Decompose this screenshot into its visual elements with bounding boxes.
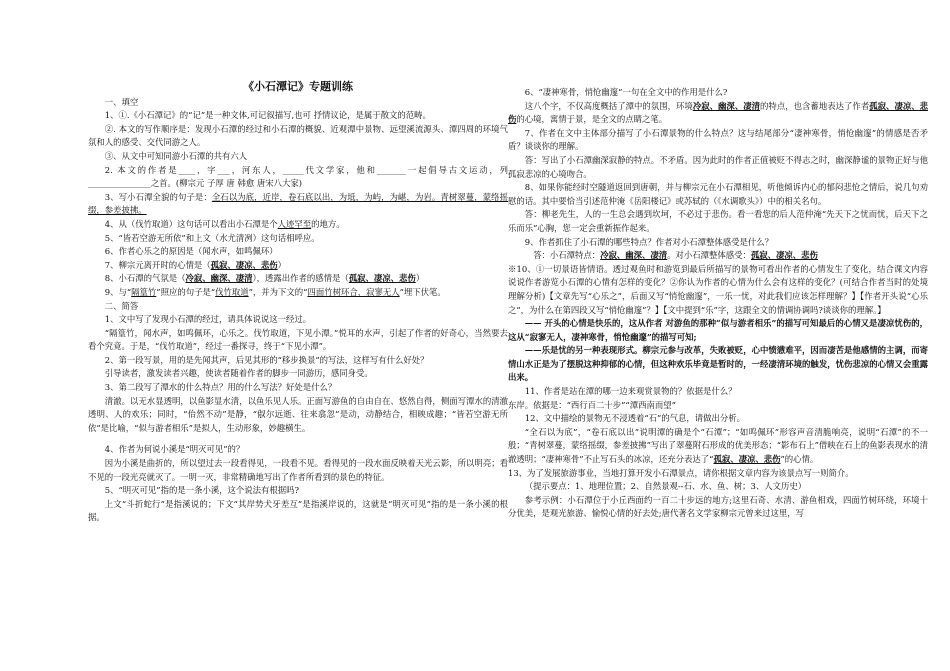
question-3: 3、写小石潭全貌的句子是：全石以为底，近岸，卷石底以出，为坻，为屿，为嵁，为岩。青树翠蔓，蒙络摇缀，参差披拂。 [88, 191, 509, 216]
question-r7: 7、作者在文中主体部分描写了小石潭景物的什么特点？这与结尾部分“凄神寒骨，悄怆幽邃”的情感是否矛盾？谈谈你的理解。 [508, 127, 928, 152]
short-answer-2: 2、第一段写景，用的是先闻其声，后见其形的“移步换景”的写法，这样写有什么好处？ [104, 354, 429, 365]
short-answer-5: 5、“明灭可见”指的是一条小溪，这个说法有根据吗? [104, 485, 300, 496]
short-answer-1-text: “隔篁竹，闻水声，如鸣佩环，心乐之。伐竹取道，下见小潭。”悦耳的水声，引起了作者的好奇心，当然要去看个究竟。于是，“伐竹取道”，经过一番探寻，终于“下见小潭”。 [88, 327, 508, 352]
question-1: 1、①.《小石潭记》的“记”是一种文体,可记叙描写,也可 抒情议论，是属于散文的范畴。 [104, 110, 431, 121]
doc-title: 《小石潭记》专题训练 [243, 80, 353, 93]
short-answer-5-text: 上文“斗折蛇行”是指溪说的；下文“其岸势犬牙差互”是指溪岸说的，这就是“明灭可见”指的是一条小溪的根据。 [88, 498, 508, 523]
question-1c: ③、从文中可知同游小石潭的共有六人 [104, 150, 248, 161]
right-column [508, 86, 928, 521]
answer-r11: 东岸。依据是：“西行百二十步”“潭西南而望” [508, 399, 676, 410]
question-r12: 12、文中描绘的景物无不浸透着“石”的气息，请做出分析。 [524, 413, 746, 424]
short-answer-4-text: 因为小溪是曲折的，所以望过去一段看得见，一段看不见。看得见的一段水面反映着天光云影，所以明亮；看不见的一段光亮就灭了。一明一灭，非常精确地写出了作者所看到的景色的特征。 [88, 458, 508, 482]
short-answer-2-text: 引导读者，激发读者兴趣，使读者随着作者的脚步一同游历，感同身受。 [104, 368, 373, 379]
question-r9: 9、作者抓住了小石潭的哪些特点？作者对小石潭整体感受是什么？ [524, 236, 773, 247]
short-answer-1: 1、文中写了发现小石潭的经过，请具体说说这一经过。 [104, 314, 312, 325]
short-answer-3-text: 清澈。以无水显透明，以鱼影显水清，以鱼乐见人乐。正面写游鱼的自由自在、悠然自得，侧面写潭水的清澈透明、人的欢乐；同时，“佁然不动”是静，“俶尔远逝、往来翕忽”是动，动静结合，相映成趣；“皆若空游无所依”是比喻，“似与游者相乐”是拟人，生动形象，妙趣横生。 [88, 395, 508, 433]
short-answer-3: 3、第二段写了潭水的什么特点？用的什么写法？好处是什么？ [104, 382, 337, 393]
section-fill-blank: 一、填空 [104, 96, 139, 107]
question-r8: 8、如果你能经时空隧道返回到唐朝，并与柳宗元在小石潭相见，听他倾诉内心的郁闷悲怆之情后，说几句劝慰的话。其中要恰当引述范仲淹《岳阳楼记》或苏轼的（《水调歌头》）中的相关名句。 [508, 182, 928, 206]
question-2: 2. 本文的作者是____，字___，河东人，_____代文学家，他和_______一起倡导古文运动，列_______________之首。(柳宗元 子厚 唐 韩愈 唐宋八大家) [88, 164, 508, 189]
left-column [88, 80, 508, 525]
question-r6: 6、“凄神寒骨，悄怆幽邃”一句在全文中的作用是什么? [524, 87, 728, 97]
answer-r13: 参考示例：小石潭位于小丘西面约一百二十步远的地方;这里石奇、水清、游鱼相戏，四面竹树环绕，环境十分优美，是观光旅游、愉悦心情的好去处;唐代著名文学家柳宗元曾来过这里，写 [508, 494, 928, 519]
question-5: 5、“皆若空游无所依”和上文（水尤清冽）这句话相呼应。 [104, 232, 320, 243]
question-r13: 13、为了发展旅游事业，当地打算开发小石潭景点，请你根据文章内容为该景点写一则简介。 [508, 467, 854, 478]
answer-3: 全石以为底，近岸，卷石底以出，为坻，为屿，为嵁，为岩。青树翠蔓，蒙络摇缀，参差披拂。 [88, 191, 509, 216]
question-1b: ②. 本文的写作顺序是：发现小石潭的经过和小石潭的概貌、近观潭中景物、远望溪流源头、潭四周的环境气氛和人的感受、交代同游之人。 [88, 123, 508, 148]
question-7: 7、柳宗元离开时的心情是（孤寂、凄凉、悲伤） [104, 259, 286, 270]
short-answer-4: 4、作者为何说小溪是“明灭可见”的？ [104, 444, 245, 455]
answer-r8: 答：柳老先生，人的一生总会遇到坎坷，不必过于悲伤。看一看您的后人范仲淹“先天下之忧而忧，后天下之乐而乐”心胸，您一定会重新振作起来。 [508, 209, 928, 233]
question-r11: 11、作者是站在潭的哪一边来观赏景物的？依据是什么？ [524, 386, 737, 397]
hint-r13: （提示要点：1、地理位置；2、自然景观--石、水、鱼、树；3、人文历史） [524, 481, 807, 492]
answer-r12: “全石以为底”，“卷石底以出”说明潭的确是个“石潭”；“如鸣佩环”形容声音清脆响亮，说明“石潭”的不一般；“青树翠蔓，蒙络摇缀，参差披拂”写出了翠蔓附石形成的优美形态；“影布石上”借映在石上的鱼影表现水的清澈透明；“凄神寒骨”不止写石头的冰凉，还充分表达了“孤寂、凄凉、悲伤”的心情。 [508, 426, 928, 465]
question-4: 4、从（伐竹取道）这句话可以看出小石潭是个人迹罕至的地方。 [104, 218, 345, 229]
answer-r9: 答：小石潭特点：冷寂、幽深、凄清。对小石潭整体感受：孤寂、凄凉、悲伤 [533, 250, 818, 261]
answer-r6: 这八个字，不仅高度概括了潭中的氛围，环境冷寂、幽深、凄清的特点，也含蓄地表达了作者孤寂、凄凉、悲伤的心境，寓情于景，是全文的点睛之笔。 [508, 100, 929, 125]
question-r10: ※10、①一切景语皆情语。透过观鱼时和游览到最后所描写的景物可看出作者的心情发生了变化，结合课文内容说说作者游览小石潭的心情有怎样的变化？②你认为作者的心情为什么会有这样的变化？(可结合作者当时的处境理解分析)【文章先写“心乐之”，后面又写“悄怆幽邃”，一乐一忧，对此我们应该怎样理解？】【作者开头说“心乐之”，为什么在第四段又写“悄怆幽邃”？】【文中提到“乐”字，这跟全文的情调协调吗?谈谈你的理解。】 [508, 263, 928, 315]
question-8: 8、小石潭的气氛是（冷寂、幽深、凄清），透露出作者的感情是（孤寂、凄凉、悲伤） [104, 273, 425, 284]
answer-r10a: —— 开头的心情是快乐的，这从作者 对游鱼的那种“似与游者相乐”的描写可知最后的心情又是凄凉忧伤的，这从“寂寥无人，凄神寒骨，悄怆幽邃”的描写可知; [508, 318, 928, 342]
question-9: 9、与“隔篁竹”照应的句子是“伐竹取道”，并为下文的“四面竹树环合，寂寥无人”埋下伏笔。 [104, 286, 446, 297]
section-short-answer: 二、简答 [104, 300, 139, 311]
answer-r10b: ——乐是忧的另一种表现形式。柳宗元参与改革，失败被贬，心中愤懑难平，因而凄苦是他感情的主调，而寄情山水正是为了摆脱这种抑郁的心情，但这种欢乐毕竟是暂时的，一经凄清环境的触发，忧伤悲凉的心情又会重露出来。 [508, 345, 928, 383]
question-6: 6、作者心乐之的原因是（闻水声，如鸣佩环） [104, 246, 278, 257]
answer-r7: 答：写出了小石潭幽深寂静的特点。不矛盾。因为此时的作者正值被贬不得志之时，幽深静谧的景物正好与他孤寂悲凉的心境吻合。 [508, 154, 928, 179]
